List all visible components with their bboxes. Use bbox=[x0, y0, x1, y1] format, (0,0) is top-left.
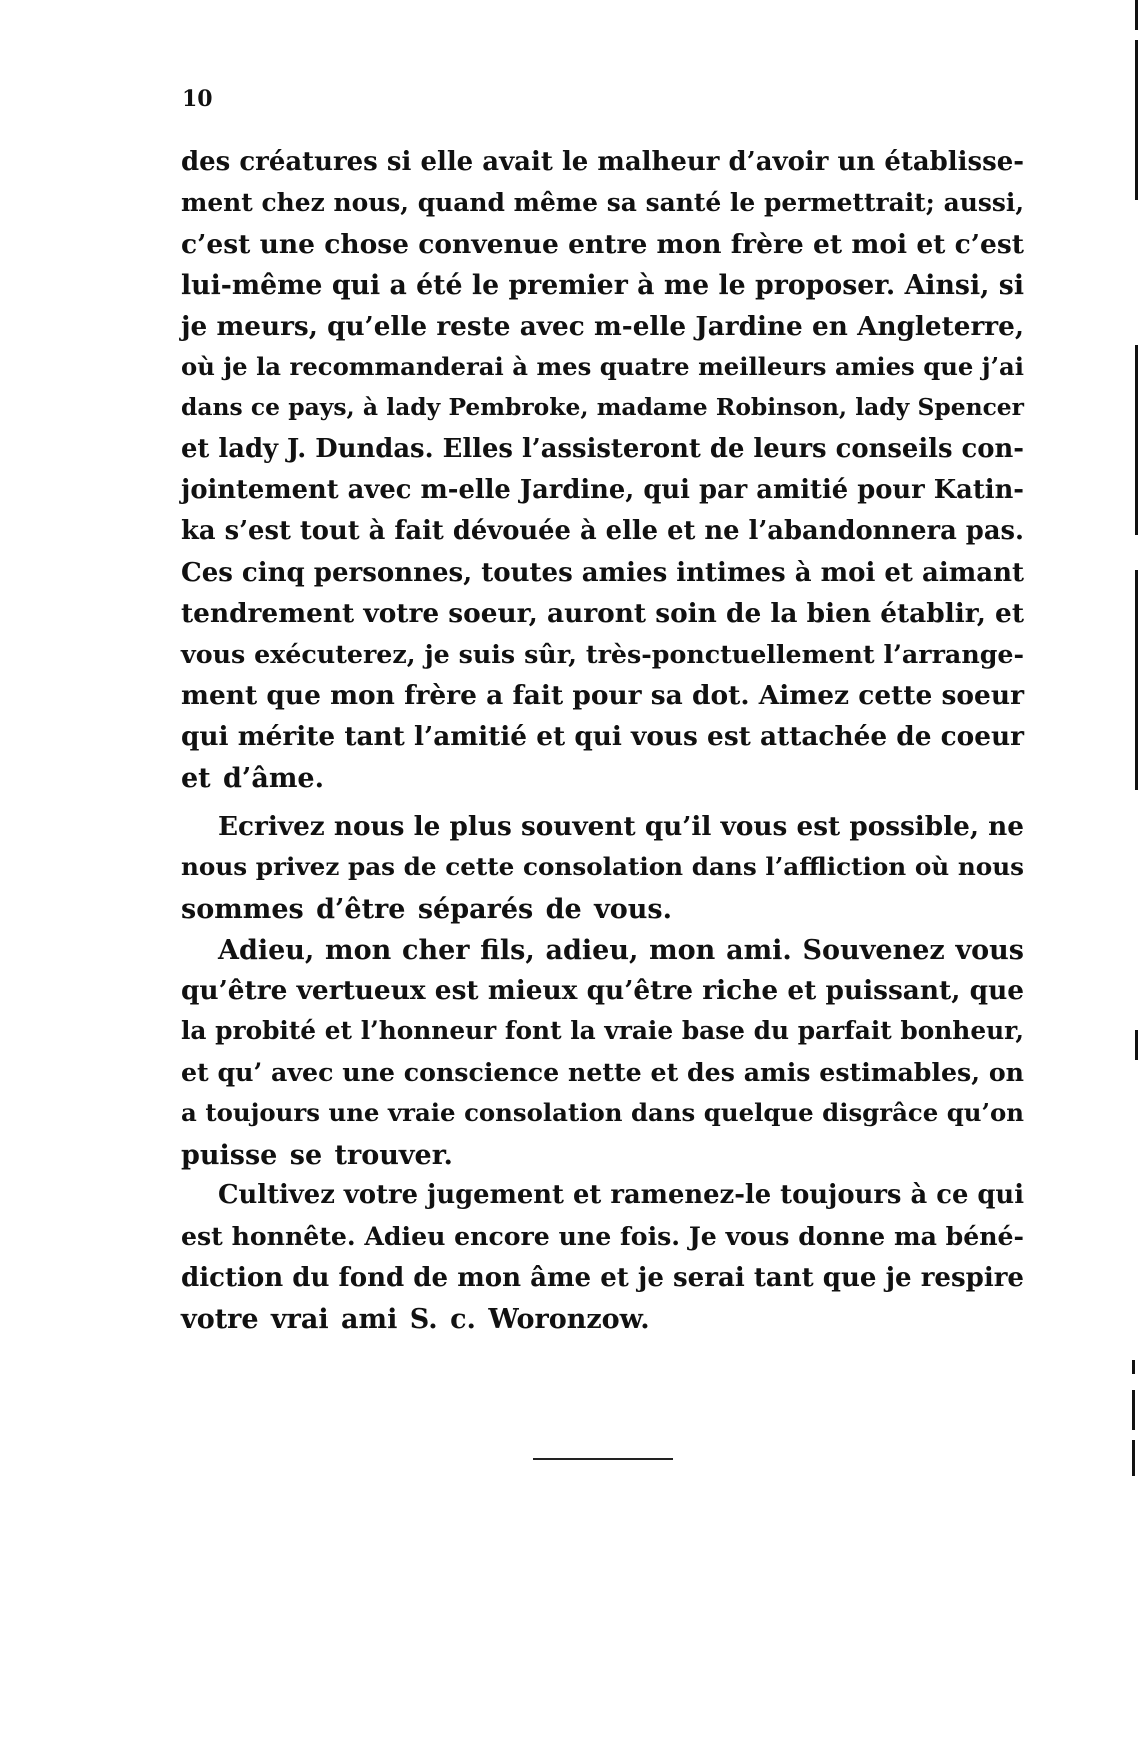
text-line: vous exécuterez, je suis sûr, très-ponctuellement l’arrange- bbox=[181, 639, 1024, 669]
text-line: c’est une chose convenue entre mon frère et moi et c’est bbox=[181, 229, 1024, 260]
scan-edge-mark bbox=[1135, 570, 1138, 790]
text-line: des créatures si elle avait le malheur d’avoir un établisse- bbox=[181, 147, 1024, 177]
scan-edge-mark bbox=[1135, 0, 1138, 30]
page-number: 10 bbox=[182, 86, 213, 112]
text-line: où je la recommanderai à mes quatre meilleurs amies que j’ai bbox=[181, 352, 1024, 381]
text-line: qu’être vertueux est mieux qu’être riche et puissant, que bbox=[181, 975, 1024, 1006]
text-line: qui mérite tant l’amitié et qui vous est attachée de coeur bbox=[181, 721, 1024, 752]
scan-edge-mark bbox=[1132, 1390, 1135, 1430]
scan-edge-mark bbox=[1132, 1440, 1135, 1476]
text-line: et qu’ avec une conscience nette et des amis estimables, on bbox=[181, 1057, 1024, 1087]
text-line: tendrement votre soeur, auront soin de la bien établir, et bbox=[181, 598, 1024, 629]
text-line: Ecrivez nous le plus souvent qu’il vous est possible, ne bbox=[218, 811, 1024, 842]
text-line: Cultivez votre jugement et ramenez-le toujours à ce qui bbox=[218, 1180, 1024, 1210]
scan-edge-mark bbox=[1135, 40, 1138, 200]
text-line: nous privez pas de cette consolation dans l’affliction où nous bbox=[181, 852, 1024, 881]
text-line: ment chez nous, quand même sa santé le permettrait; aussi, bbox=[181, 188, 1024, 217]
text-line: est honnête. Adieu encore une fois. Je vous donne ma béné- bbox=[181, 1221, 1024, 1251]
text-line: je meurs, qu’elle reste avec m-elle Jardine en Angleterre, bbox=[181, 311, 1024, 342]
text-line: dans ce pays, à lady Pembroke, madame Robinson, lady Spencer bbox=[181, 393, 1024, 421]
scan-edge-mark bbox=[1135, 345, 1138, 535]
section-separator bbox=[533, 1458, 673, 1460]
text-line: et lady J. Dundas. Elles l’assisteront de leurs conseils con- bbox=[181, 434, 1024, 464]
text-line: sommes d’être séparés de vous. bbox=[181, 894, 672, 925]
scan-edge-mark bbox=[1132, 1360, 1135, 1374]
text-line: la probité et l’honneur font la vraie base du parfait bonheur, bbox=[181, 1016, 1024, 1045]
text-line: ment que mon frère a fait pour sa dot. Aimez cette soeur bbox=[181, 680, 1024, 711]
text-line: Ces cinq personnes, toutes amies intimes à moi et aimant bbox=[181, 558, 1024, 588]
text-line: et d’âme. bbox=[181, 763, 324, 794]
text-line: ka s’est tout à fait dévouée à elle et ne l’abandonnera pas. bbox=[181, 516, 1024, 546]
text-line: Adieu, mon cher fils, adieu, mon ami. Souvenez vous bbox=[218, 935, 1024, 966]
text-line: jointement avec m-elle Jardine, qui par amitié pour Katin- bbox=[181, 475, 1024, 505]
scan-edge-mark bbox=[1135, 1030, 1138, 1060]
text-line: lui-même qui a été le premier à me le proposer. Ainsi, si bbox=[181, 270, 1024, 301]
text-line: votre vrai ami S. c. Woronzow. bbox=[181, 1304, 650, 1335]
text-line: a toujours une vraie consolation dans quelque disgrâce qu’on bbox=[181, 1098, 1024, 1127]
text-line: diction du fond de mon âme et je serai tant que je respire bbox=[181, 1263, 1024, 1293]
text-line: puisse se trouver. bbox=[181, 1140, 453, 1171]
